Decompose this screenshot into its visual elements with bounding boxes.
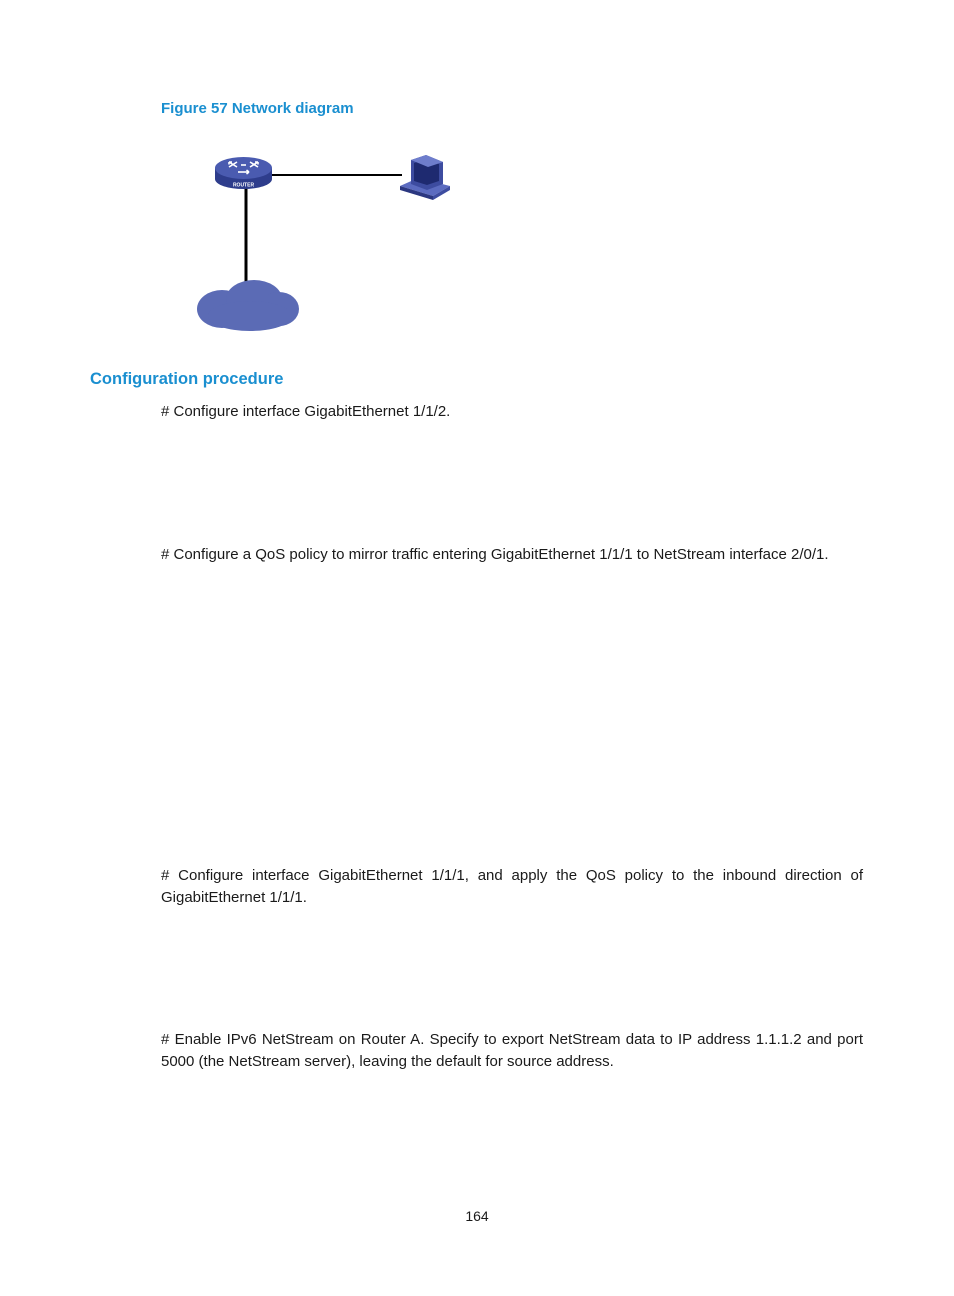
page-number: 164: [465, 1208, 489, 1224]
router-icon: [215, 157, 272, 189]
paragraph-configure-qos-policy: # Configure a QoS policy to mirror traffic entering GigabitEthernet 1/1/1 to NetStream interface 2/0/1.: [161, 546, 829, 563]
paragraph-configure-ge-1-1-2: # Configure interface GigabitEthernet 1/1/2.: [161, 403, 451, 420]
figure-caption: Figure 57 Network diagram: [161, 100, 354, 117]
router-label: ROUTER: [232, 182, 255, 189]
paragraph-enable-netstream: # Enable IPv6 NetStream on Router A. Specify to export NetStream data to IP address 1.1.1.2 and port 5000 (the NetStream server), leaving the default for source address.: [161, 1031, 863, 1070]
section-heading: Configuration procedure: [90, 370, 284, 388]
network-diagram: [0, 0, 954, 360]
host-computer-icon: [400, 155, 450, 200]
paragraph-configure-ge-1-1-1: # Configure interface GigabitEthernet 1/1/1, and apply the QoS policy to the inbound direction of GigabitEthernet 1/1/1.: [161, 867, 863, 906]
network-cloud-icon: [197, 280, 299, 331]
